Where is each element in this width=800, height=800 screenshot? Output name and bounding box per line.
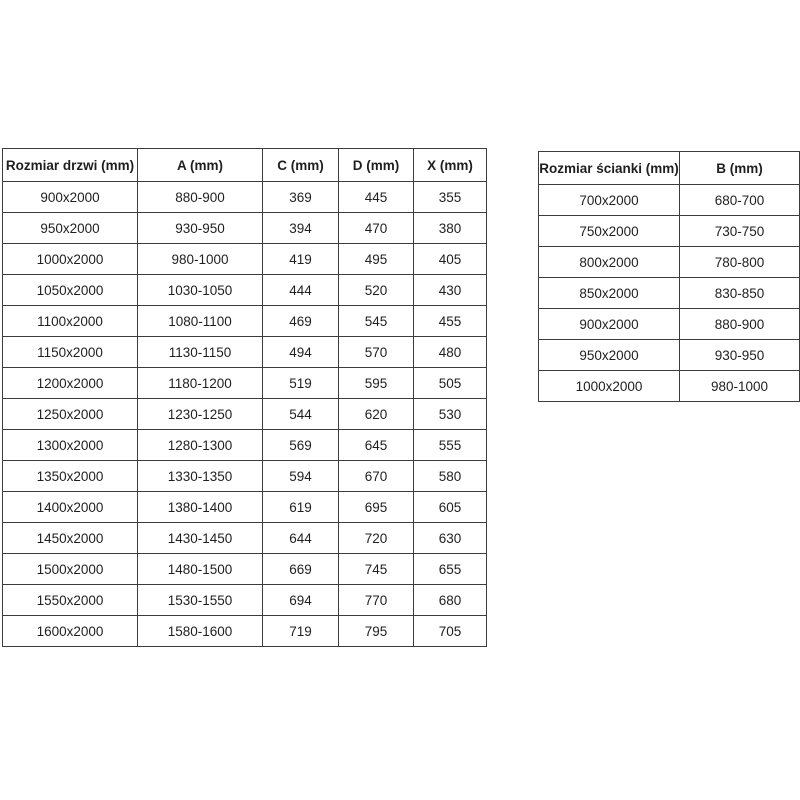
table-cell: 580	[414, 461, 487, 492]
table-cell: 380	[414, 213, 487, 244]
table-row	[3, 461, 487, 492]
table-cell: 430	[414, 275, 487, 306]
door-size-table-body	[3, 182, 487, 647]
table-cell: 1380-1400	[138, 492, 263, 523]
table-cell: 980-1000	[680, 371, 800, 402]
table-cell: 930-950	[138, 213, 263, 244]
table-cell: 1150x2000	[3, 337, 138, 368]
table-cell: 1230-1250	[138, 399, 263, 430]
table-cell: 1000x2000	[3, 244, 138, 275]
table-cell: 950x2000	[3, 213, 138, 244]
table-cell: 595	[339, 368, 414, 399]
table-row	[3, 585, 487, 616]
table-cell: 1450x2000	[3, 523, 138, 554]
table-cell: 419	[263, 244, 339, 275]
table-cell: 1330-1350	[138, 461, 263, 492]
column-header: Rozmiar ścianki (mm)	[539, 152, 680, 185]
table-cell: 950x2000	[539, 340, 680, 371]
table-cell: 644	[263, 523, 339, 554]
table-cell: 570	[339, 337, 414, 368]
table-cell: 1180-1200	[138, 368, 263, 399]
column-header: X (mm)	[414, 149, 487, 182]
table-header-row	[3, 149, 487, 182]
table-cell: 1130-1150	[138, 337, 263, 368]
table-cell: 505	[414, 368, 487, 399]
table-cell: 830-850	[680, 278, 800, 309]
table-cell: 495	[339, 244, 414, 275]
table-cell: 980-1000	[138, 244, 263, 275]
table-cell: 555	[414, 430, 487, 461]
table-cell: 719	[263, 616, 339, 647]
column-header: A (mm)	[138, 149, 263, 182]
table-row	[3, 430, 487, 461]
table-cell: 880-900	[138, 182, 263, 213]
table-cell: 620	[339, 399, 414, 430]
table-cell: 594	[263, 461, 339, 492]
table-row	[3, 244, 487, 275]
table-cell: 630	[414, 523, 487, 554]
table-cell: 394	[263, 213, 339, 244]
wall-size-table-header	[539, 152, 800, 185]
table-cell: 480	[414, 337, 487, 368]
table-cell: 900x2000	[3, 182, 138, 213]
table-cell: 469	[263, 306, 339, 337]
table-cell: 1200x2000	[3, 368, 138, 399]
table-row	[3, 306, 487, 337]
table-cell: 405	[414, 244, 487, 275]
table-cell: 1400x2000	[3, 492, 138, 523]
table-cell: 730-750	[680, 216, 800, 247]
table-cell: 645	[339, 430, 414, 461]
table-cell: 1350x2000	[3, 461, 138, 492]
table-row	[539, 309, 800, 340]
table-cell: 745	[339, 554, 414, 585]
table-cell: 680-700	[680, 185, 800, 216]
table-row	[3, 492, 487, 523]
table-cell: 850x2000	[539, 278, 680, 309]
column-header: C (mm)	[263, 149, 339, 182]
table-cell: 780-800	[680, 247, 800, 278]
table-cell: 1580-1600	[138, 616, 263, 647]
table-cell: 694	[263, 585, 339, 616]
table-row	[539, 216, 800, 247]
table-cell: 1300x2000	[3, 430, 138, 461]
door-size-table	[2, 148, 487, 647]
table-row	[3, 616, 487, 647]
table-cell: 530	[414, 399, 487, 430]
table-cell: 520	[339, 275, 414, 306]
table-cell: 795	[339, 616, 414, 647]
table-cell: 800x2000	[539, 247, 680, 278]
table-cell: 655	[414, 554, 487, 585]
table-cell: 1250x2000	[3, 399, 138, 430]
table-row	[3, 399, 487, 430]
table-row	[539, 340, 800, 371]
table-cell: 750x2000	[539, 216, 680, 247]
table-cell: 1550x2000	[3, 585, 138, 616]
table-cell: 705	[414, 616, 487, 647]
table-cell: 455	[414, 306, 487, 337]
table-row	[3, 337, 487, 368]
table-header-row	[539, 152, 800, 185]
table-cell: 569	[263, 430, 339, 461]
table-cell: 470	[339, 213, 414, 244]
table-cell: 930-950	[680, 340, 800, 371]
table-cell: 1500x2000	[3, 554, 138, 585]
table-cell: 1030-1050	[138, 275, 263, 306]
column-header: Rozmiar drzwi (mm)	[3, 149, 138, 182]
table-cell: 1530-1550	[138, 585, 263, 616]
table-row	[539, 371, 800, 402]
column-header: B (mm)	[680, 152, 800, 185]
door-size-table-header	[3, 149, 487, 182]
table-cell: 1430-1450	[138, 523, 263, 554]
table-row	[3, 368, 487, 399]
table-row	[3, 554, 487, 585]
table-cell: 900x2000	[539, 309, 680, 340]
wall-size-table	[538, 151, 800, 402]
table-cell: 680	[414, 585, 487, 616]
table-cell: 695	[339, 492, 414, 523]
table-row	[3, 182, 487, 213]
wall-size-table-body	[539, 185, 800, 402]
table-row	[3, 523, 487, 554]
table-cell: 670	[339, 461, 414, 492]
table-cell: 720	[339, 523, 414, 554]
table-row	[539, 247, 800, 278]
table-cell: 1280-1300	[138, 430, 263, 461]
table-cell: 1080-1100	[138, 306, 263, 337]
table-cell: 355	[414, 182, 487, 213]
table-cell: 605	[414, 492, 487, 523]
table-cell: 770	[339, 585, 414, 616]
table-row	[539, 278, 800, 309]
table-cell: 444	[263, 275, 339, 306]
table-cell: 369	[263, 182, 339, 213]
table-cell: 1600x2000	[3, 616, 138, 647]
table-row	[3, 213, 487, 244]
table-cell: 519	[263, 368, 339, 399]
table-cell: 1100x2000	[3, 306, 138, 337]
table-row	[3, 275, 487, 306]
table-cell: 880-900	[680, 309, 800, 340]
table-cell: 445	[339, 182, 414, 213]
table-cell: 544	[263, 399, 339, 430]
table-cell: 700x2000	[539, 185, 680, 216]
column-header: D (mm)	[339, 149, 414, 182]
table-cell: 669	[263, 554, 339, 585]
table-cell: 1480-1500	[138, 554, 263, 585]
table-cell: 619	[263, 492, 339, 523]
table-cell: 1000x2000	[539, 371, 680, 402]
table-cell: 1050x2000	[3, 275, 138, 306]
table-cell: 494	[263, 337, 339, 368]
table-cell: 545	[339, 306, 414, 337]
table-row	[539, 185, 800, 216]
